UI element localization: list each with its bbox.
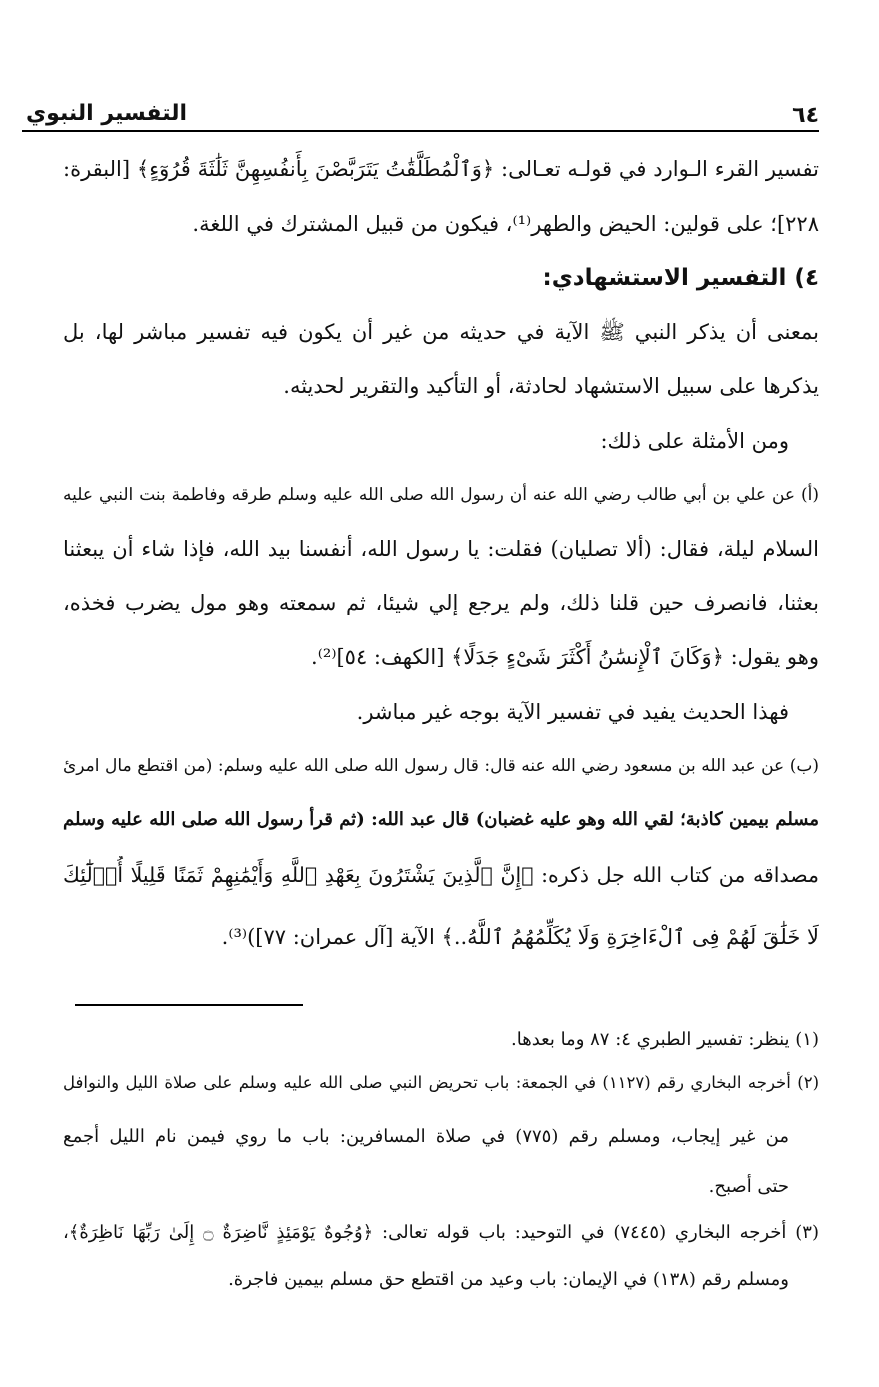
page-number: ٦٤ (792, 103, 819, 128)
footnote-separator (75, 1004, 303, 1006)
body-line: مسلم بيمين كاذبة؛ لقي الله وهو عليه غضبان) قال عبد الله: (ثم قرأ رسول الله صلى الله عليه وسلم (63, 809, 819, 830)
body-line: بمعنى أن يذكر النبي ﷺ الآية في حديثه من غير أن يكون فيه تفسير مباشر لها، بل (63, 320, 819, 344)
body-line: تفسير القرء الـوارد في قولـه تعـالى: ﴿وَٱلْمُطَلَّقَٰتُ يَتَرَبَّصْنَ بِأَنفُسِهِنَّ ثَلَٰثَةَ قُرُوٓءٍ﴾ [البقرة: (63, 157, 819, 181)
body-line: (ب) عن عبد الله بن مسعود رضي الله عنه قال: قال رسول الله صلى الله عليه وسلم: (من اقتطع مال امرئ (63, 756, 819, 776)
footnote-line: من غير إيجاب، ومسلم رقم (٧٧٥) في صلاة المسافرين: باب ما روي فيمن نام الليل أجمع (63, 1126, 789, 1147)
footnote-line: ومسلم رقم (١٣٨) في الإيمان: باب وعيد من اقتطع حق مسلم بيمين فاجرة. (228, 1269, 789, 1290)
body-line: لَا خَلَٰقَ لَهُمْ فِى ٱلْءَاخِرَةِ وَلَا يُكَلِّمُهُمُ ٱللَّهُ..﴾ الآية [آل عمران: ٧٧])⁽³⁾. (221, 925, 819, 949)
body-line: (أ) عن علي بن أبي طالب رضي الله عنه أن رسول الله صلى الله عليه وسلم طرقه وفاطمة بنت النبي عليه (63, 485, 819, 505)
body-line: بعثنا، فانصرف حين قلنا ذلك، ولم يرجع إلي شيئا، ثم سمعته وهو مول يضرب فخذه، (63, 591, 819, 615)
body-line: السلام ليلة، فقال: (ألا تصليان) فقلت: يا رسول الله، أنفسنا بيد الله، فإذا شاء أن يبعثنا (63, 537, 819, 561)
body-line: فهذا الحديث يفيد في تفسير الآية بوجه غير مباشر. (356, 700, 789, 724)
running-header (22, 92, 819, 132)
body-line: ٢٢٨]؛ على قولين: الحيض والطهر⁽¹⁾، فيكون من قبيل المشترك في اللغة. (192, 212, 819, 236)
section-heading: ٤) التفسير الاستشهادي: (542, 265, 819, 291)
running-header-title: التفسير النبوي (26, 101, 188, 126)
footnote-line: (١) ينظر: تفسير الطبري ٤: ٨٧ وما بعدها. (511, 1029, 819, 1050)
body-line: وهو يقول: ﴿وَكَانَ ٱلْإِنسَٰنُ أَكْثَرَ شَىْءٍ جَدَلًا﴾ [الكهف: ٥٤]⁽²⁾. (311, 645, 819, 669)
body-line: ومن الأمثلة على ذلك: (600, 429, 789, 453)
body-line: مصداقه من كتاب الله جل ذكره: ﴿إِنَّ ٱلَّذِينَ يَشْتَرُونَ بِعَهْدِ ٱللَّهِ وَأَيْمَٰنِهِمْ ثَمَنًا قَلِيلًا أُو۟لَٰٓئِكَ (63, 863, 819, 887)
footnote-line: (٢) أخرجه البخاري رقم (١١٢٧) في الجمعة: باب تحريض النبي صلى الله عليه وسلم على صلاة الليل والنوافل (63, 1073, 819, 1092)
footnote-line: حتى أصبح. (708, 1176, 789, 1197)
footnote-line: (٣) أخرجه البخاري (٧٤٤٥) في التوحيد: باب قوله تعالى: ﴿وُجُوهٌ يَوْمَئِذٍ نَّاضِرَةٌ ۝ إِلَىٰ رَبِّهَا نَاظِرَةٌ﴾، (63, 1222, 819, 1243)
body-line: يذكرها على سبيل الاستشهاد لحادثة، أو التأكيد والتقرير لحديثه. (283, 374, 819, 398)
